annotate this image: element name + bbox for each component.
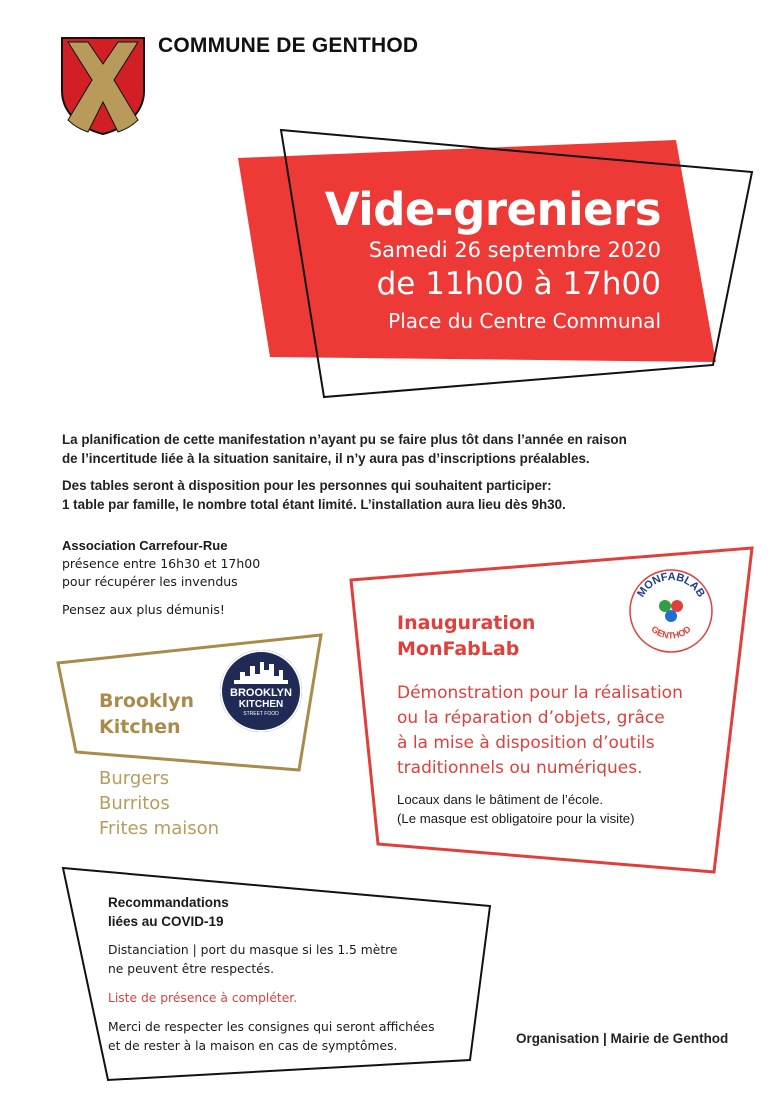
association-line-1: présence entre 16h30 et 17h00 xyxy=(62,556,261,571)
monfablab-title xyxy=(397,610,535,662)
intro-paragraph-2 xyxy=(62,476,682,514)
intro-paragraph-1 xyxy=(62,430,682,468)
menu-item: Burgers xyxy=(99,768,170,789)
brooklyn-kitchen-logo xyxy=(220,650,302,732)
monfablab-info-line2: (Le masque est obligatoire pour la visite) xyxy=(397,811,635,826)
monfablab-logo-top: MONFABLAB xyxy=(635,570,707,600)
organisation-credit: Organisation | Mairie de Genthod xyxy=(516,1031,729,1046)
brooklyn-title xyxy=(99,688,194,740)
association-title: Association Carrefour-Rue xyxy=(62,538,228,553)
covid-block xyxy=(108,893,468,1056)
brooklyn-logo-line3: STREET FOOD xyxy=(243,711,279,717)
brooklyn-title-line1: Brooklyn xyxy=(99,690,195,712)
brooklyn-logo-line1: BROOKLYN xyxy=(230,687,292,699)
covid-p1-line2: ne peuvent être respectés. xyxy=(108,962,275,976)
intro-p1-line1: La planification de cette manifestation n’ayant pu se faire plus tôt dans l’année en raison xyxy=(62,432,627,447)
event-date: Samedi 26 septembre 2020 xyxy=(368,238,661,262)
association-note: Pensez aux plus démunis! xyxy=(62,602,225,617)
monfablab-desc-line: à la mise à disposition d’outils xyxy=(397,733,655,753)
covid-paragraph-2: Liste de présence à compléter. xyxy=(108,991,298,1005)
covid-paragraph-3 xyxy=(108,1018,468,1056)
genthod-coat-of-arms-icon xyxy=(60,36,146,136)
covid-p3-line1: Merci de respecter les consignes qui seront affichées xyxy=(108,1020,435,1034)
brooklyn-menu-list xyxy=(99,766,219,841)
commune-name: COMMUNE DE GENTHOD xyxy=(158,34,419,57)
monfablab-logo-bottom: GENTHOD xyxy=(649,623,693,641)
monfablab-info-line1: Locaux dans le bâtiment de l’école. xyxy=(397,792,604,807)
intro-text xyxy=(62,430,682,522)
intro-p1-line2: de l’incertitude liée à la situation sanitaire, il n’y aura pas d’inscriptions préalables. xyxy=(62,451,590,466)
monfablab-logo xyxy=(628,568,714,654)
association-line-2: pour récupérer les invendus xyxy=(62,574,238,589)
monfablab-desc-line: Démonstration pour la réalisation xyxy=(397,683,683,703)
covid-p3-line2: et de rester à la maison en cas de symptômes. xyxy=(108,1039,398,1053)
intro-p2-line2: 1 table par famille, le nombre total étant limité. L’installation aura lieu dès 9h30. xyxy=(62,497,566,512)
covid-p1-line1: Distanciation | port du masque si les 1.5 mètre xyxy=(108,943,398,957)
association-block xyxy=(62,537,362,619)
event-hours: de 11h00 à 17h00 xyxy=(376,266,661,302)
monfablab-info xyxy=(397,790,697,828)
monfablab-desc-line: traditionnels ou numériques. xyxy=(397,758,643,778)
event-place: Place du Centre Communal xyxy=(388,309,661,333)
monfablab-title-line2: MonFabLab xyxy=(397,638,520,660)
monfablab-description xyxy=(397,681,707,781)
menu-item: Frites maison xyxy=(99,818,220,839)
hero-block xyxy=(301,184,661,338)
brooklyn-title-line2: Kitchen xyxy=(99,716,181,738)
covid-title-line1: Recommandations xyxy=(108,895,229,910)
event-title: Vide-greniers xyxy=(324,183,661,236)
brooklyn-logo-line2: KITCHEN xyxy=(238,699,284,710)
covid-title-line2: liées au COVID-19 xyxy=(108,914,224,929)
covid-paragraph-1 xyxy=(108,941,468,979)
intro-p2-line1: Des tables seront à disposition pour les personnes qui souhaitent participer: xyxy=(62,478,552,493)
monfablab-desc-line: ou la réparation d’objets, grâce xyxy=(397,708,665,728)
monfablab-title-line1: Inauguration xyxy=(397,612,536,634)
menu-item: Burritos xyxy=(99,793,170,814)
